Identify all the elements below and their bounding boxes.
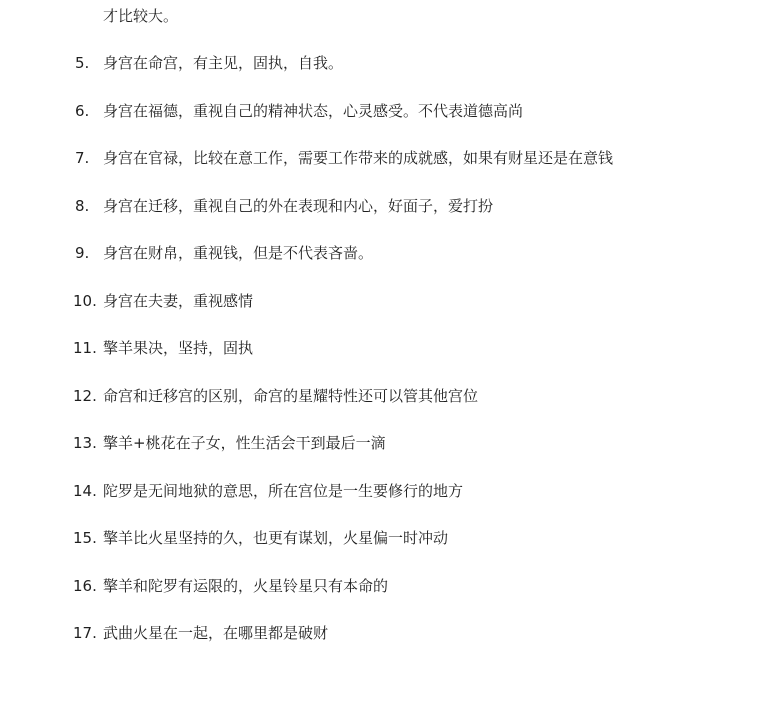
list-item-text: 身宫在官禄，比较在意工作，需要工作带来的成就感，如果有财星还是在意钱 — [103, 149, 614, 167]
list-item-number: 14. — [73, 481, 97, 500]
list-item-number: 11. — [73, 339, 97, 357]
list-item-number: 12. — [73, 386, 97, 405]
list-item-text: 擎羊比火星坚持的久，也更有谋划，火星偏一时冲动 — [103, 529, 449, 547]
list-item-number: 10. — [73, 291, 97, 310]
list-item-number: 15. — [73, 529, 97, 547]
list-item-number: 9. — [75, 244, 90, 262]
list-item-text: 命宫和迁移宫的区别，命宫的星耀特性还可以管其他宫位 — [103, 386, 479, 405]
list-item-number: 16. — [73, 576, 97, 595]
list-item-text: 陀罗是无间地狱的意思，所在宫位是一生要修行的地方 — [103, 481, 464, 500]
list-item-text: 身宫在命宫，有主见，固执，自我。 — [103, 54, 344, 72]
list-item-number: 5. — [75, 54, 90, 72]
list-item-text: 身宫在夫妻，重视感情 — [103, 291, 254, 310]
list-item-number: 17. — [73, 624, 97, 642]
continuation-text: 才比较大。 — [103, 7, 179, 25]
list-item-text: 擎羊和陀罗有运限的，火星铃星只有本命的 — [103, 576, 389, 595]
list-item-text: 武曲火星在一起，在哪里都是破财 — [103, 624, 329, 642]
list-item-number: 6. — [75, 101, 90, 120]
list-item-text: 身宫在福德，重视自己的精神状态，心灵感受。不代表道德高尚 — [103, 101, 524, 120]
list-item-text: 身宫在财帛，重视钱，但是不代表吝啬。 — [103, 244, 374, 262]
list-item-text: 擎羊果决，坚持，固执 — [103, 339, 254, 357]
list-item-text: 擎羊+桃花在子女，性生活会干到最后一滴 — [103, 434, 386, 452]
list-item-number: 13. — [73, 434, 97, 452]
list-item-number: 7. — [75, 149, 90, 167]
list-item-text: 身宫在迁移，重视自己的外在表现和内心，好面子，爱打扮 — [103, 196, 494, 215]
list-item-number: 8. — [75, 196, 90, 215]
